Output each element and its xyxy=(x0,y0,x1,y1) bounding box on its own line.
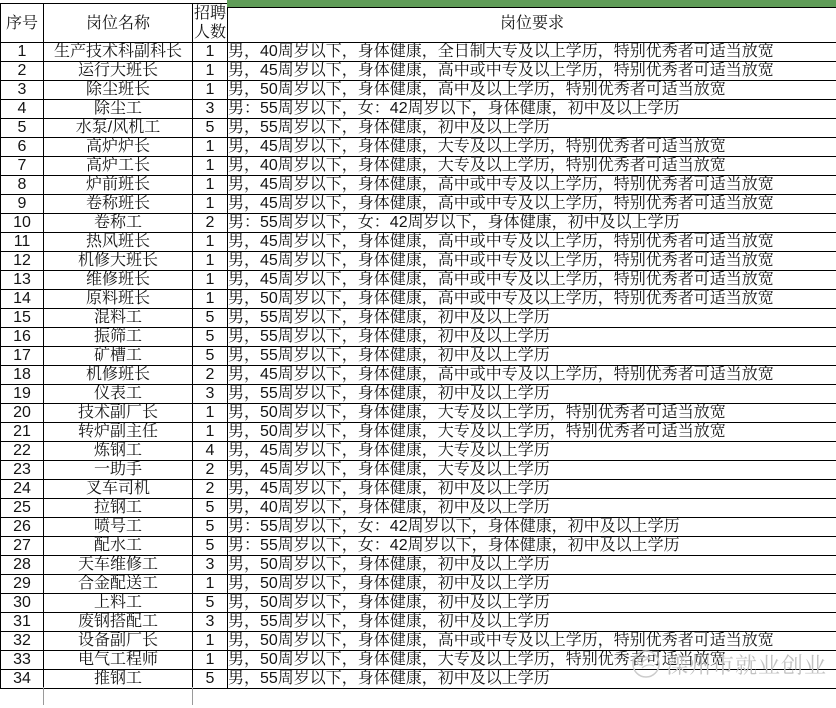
cell-position: 卷称班长 xyxy=(44,195,193,214)
cell-requirements: 男，40周岁以下，身体健康，全日制大专及以上学历，特别优秀者可适当放宽 xyxy=(228,43,836,62)
cell-position: 维修班长 xyxy=(44,271,193,290)
cell-index: 23 xyxy=(1,461,44,480)
cell-position: 卷称工 xyxy=(44,214,193,233)
cell-position: 炉前班长 xyxy=(44,176,193,195)
cell-headcount: 3 xyxy=(193,385,228,404)
cell-requirements: 男：55周岁以下，女：42周岁以下，身体健康，初中及以上学历 xyxy=(228,518,836,537)
col-header-headcount: 招聘人数 xyxy=(194,5,227,42)
table-row xyxy=(1,214,836,233)
cell-requirements: 男，55周岁以下，身体健康，初中及以上学历 xyxy=(228,670,836,689)
cell-index: 17 xyxy=(1,347,44,366)
cell-requirements: 男，45周岁以下，身体健康，初中及以上学历 xyxy=(228,480,836,499)
cell-requirements: 男，55周岁以下，身体健康，初中及以上学历 xyxy=(228,119,836,138)
cell-position: 水泵/风机工 xyxy=(44,119,193,138)
cell-headcount: 5 xyxy=(193,537,228,556)
cell-requirements: 男，50周岁以下，身体健康，初中及以上学历 xyxy=(228,556,836,575)
green-top-bar xyxy=(227,0,836,8)
cell-requirements: 男，55周岁以下，身体健康，初中及以上学历 xyxy=(228,385,836,404)
job-positions-table xyxy=(0,3,836,689)
table-row xyxy=(1,632,836,651)
cell-requirements: 男，45周岁以下，身体健康，高中或中专及以上学历，特别优秀者可适当放宽 xyxy=(228,195,836,214)
col-header-index: 序号 xyxy=(1,4,44,43)
cell-requirements: 男，50周岁以下，身体健康，高中或中专及以上学历，特别优秀者可适当放宽 xyxy=(228,290,836,309)
cell-headcount: 1 xyxy=(193,233,228,252)
cell-requirements: 男，55周岁以下，身体健康，初中及以上学历 xyxy=(228,613,836,632)
cell-position: 拉钢工 xyxy=(44,499,193,518)
table-row xyxy=(1,423,836,442)
cell-headcount: 5 xyxy=(193,594,228,613)
cell-requirements: 男，45周岁以下，身体健康，高中或中专及以上学历，特别优秀者可适当放宽 xyxy=(228,252,836,271)
cell-position: 合金配送工 xyxy=(44,575,193,594)
table-row xyxy=(1,499,836,518)
cell-headcount: 1 xyxy=(193,271,228,290)
cell-index: 19 xyxy=(1,385,44,404)
table-row xyxy=(1,518,836,537)
table-row xyxy=(1,575,836,594)
table-row xyxy=(1,594,836,613)
cell-position: 推钢工 xyxy=(44,670,193,689)
cell-headcount: 3 xyxy=(193,613,228,632)
table-row xyxy=(1,328,836,347)
cell-index: 14 xyxy=(1,290,44,309)
cell-headcount: 3 xyxy=(193,100,228,119)
cell-position: 振筛工 xyxy=(44,328,193,347)
cell-requirements: 男：55周岁以下，女：42周岁以下，身体健康，初中及以上学历 xyxy=(228,214,836,233)
table-row xyxy=(1,651,836,670)
cell-position: 配水工 xyxy=(44,537,193,556)
cell-headcount: 5 xyxy=(193,119,228,138)
cell-position: 上料工 xyxy=(44,594,193,613)
cell-position: 生产技术科副科长 xyxy=(44,43,193,62)
cell-requirements: 男，45周岁以下，身体健康，高中或中专及以上学历，特别优秀者可适当放宽 xyxy=(228,366,836,385)
table-row xyxy=(1,100,836,119)
table-row xyxy=(1,556,836,575)
cell-position: 电气工程师 xyxy=(44,651,193,670)
gridline-tail-right xyxy=(192,687,193,705)
cell-requirements: 男，50周岁以下，身体健康，初中及以上学历 xyxy=(228,575,836,594)
cell-position: 除尘工 xyxy=(44,100,193,119)
cell-requirements: 男，55周岁以下，身体健康，初中及以上学历 xyxy=(228,309,836,328)
header-row xyxy=(1,4,836,43)
cell-requirements: 男，50周岁以下，身体健康，初中及以上学历 xyxy=(228,594,836,613)
cell-index: 32 xyxy=(1,632,44,651)
table-row xyxy=(1,309,836,328)
cell-headcount: 2 xyxy=(193,480,228,499)
cell-index: 2 xyxy=(1,62,44,81)
cell-headcount: 5 xyxy=(193,347,228,366)
cell-headcount: 5 xyxy=(193,670,228,689)
table-row xyxy=(1,404,836,423)
cell-index: 22 xyxy=(1,442,44,461)
table-row xyxy=(1,385,836,404)
cell-headcount: 1 xyxy=(193,404,228,423)
cell-headcount: 1 xyxy=(193,176,228,195)
cell-headcount: 1 xyxy=(193,423,228,442)
cell-headcount: 1 xyxy=(193,290,228,309)
cell-requirements: 男，45周岁以下，身体健康，高中或中专及以上学历，特别优秀者可适当放宽 xyxy=(228,176,836,195)
cell-position: 废钢搭配工 xyxy=(44,613,193,632)
table-row xyxy=(1,252,836,271)
cell-index: 34 xyxy=(1,670,44,689)
cell-requirements: 男，45周岁以下，身体健康，大专及以上学历 xyxy=(228,442,836,461)
cell-headcount: 2 xyxy=(193,214,228,233)
cell-index: 30 xyxy=(1,594,44,613)
cell-position: 叉车司机 xyxy=(44,480,193,499)
cell-index: 26 xyxy=(1,518,44,537)
cell-headcount: 5 xyxy=(193,518,228,537)
table-row xyxy=(1,233,836,252)
table-row xyxy=(1,157,836,176)
table-row xyxy=(1,347,836,366)
cell-index: 6 xyxy=(1,138,44,157)
cell-position: 转炉副主任 xyxy=(44,423,193,442)
table-row xyxy=(1,613,836,632)
cell-headcount: 1 xyxy=(193,62,228,81)
table-row xyxy=(1,670,836,689)
table-row xyxy=(1,62,836,81)
cell-index: 16 xyxy=(1,328,44,347)
table-body xyxy=(1,43,836,689)
cell-headcount: 2 xyxy=(193,461,228,480)
cell-position: 运行大班长 xyxy=(44,62,193,81)
cell-position: 一助手 xyxy=(44,461,193,480)
cell-headcount: 1 xyxy=(193,81,228,100)
table-row xyxy=(1,271,836,290)
cell-position: 热风班长 xyxy=(44,233,193,252)
cell-index: 29 xyxy=(1,575,44,594)
cell-requirements: 男，45周岁以下，身体健康，高中或中专及以上学历，特别优秀者可适当放宽 xyxy=(228,62,836,81)
table-row xyxy=(1,43,836,62)
cell-headcount: 1 xyxy=(193,252,228,271)
cell-index: 28 xyxy=(1,556,44,575)
table-row xyxy=(1,195,836,214)
col-header-position: 岗位名称 xyxy=(44,4,193,43)
cell-headcount: 1 xyxy=(193,195,228,214)
cell-index: 1 xyxy=(1,43,44,62)
cell-position: 矿槽工 xyxy=(44,347,193,366)
watermark-text: 滦州市就业创业 xyxy=(666,652,828,678)
cell-position: 机修班长 xyxy=(44,366,193,385)
cell-headcount: 1 xyxy=(193,43,228,62)
cell-position: 喷号工 xyxy=(44,518,193,537)
cell-position: 高炉工长 xyxy=(44,157,193,176)
table-row xyxy=(1,442,836,461)
cell-requirements: 男，40周岁以下，身体健康，初中及以上学历 xyxy=(228,499,836,518)
gridline-tail-left xyxy=(43,687,44,705)
cell-requirements: 男，50周岁以下，身体健康，高中及以上学历，特别优秀者可适当放宽 xyxy=(228,81,836,100)
cell-index: 4 xyxy=(1,100,44,119)
col-header-requirements: 岗位要求 xyxy=(228,4,836,43)
cell-index: 10 xyxy=(1,214,44,233)
cell-requirements: 男，40周岁以下，身体健康，大专及以上学历，特别优秀者可适当放宽 xyxy=(228,157,836,176)
cell-requirements: 男，45周岁以下，身体健康，大专及以上学历，特别优秀者可适当放宽 xyxy=(228,138,836,157)
cell-index: 18 xyxy=(1,366,44,385)
cell-requirements: 男，55周岁以下，身体健康，初中及以上学历 xyxy=(228,347,836,366)
cell-requirements: 男，50周岁以下，身体健康，大专及以上学历，特别优秀者可适当放宽 xyxy=(228,404,836,423)
cell-requirements: 男，45周岁以下，身体健康，大专及以上学历 xyxy=(228,461,836,480)
table-row xyxy=(1,537,836,556)
cell-headcount: 1 xyxy=(193,651,228,670)
table-row xyxy=(1,138,836,157)
cell-position: 混料工 xyxy=(44,309,193,328)
cell-index: 27 xyxy=(1,537,44,556)
table-row xyxy=(1,461,836,480)
cell-requirements: 男，50周岁以下，身体健康，大专及以上学历，特别优秀者可适当放宽 xyxy=(228,423,836,442)
table-row xyxy=(1,366,836,385)
cell-index: 12 xyxy=(1,252,44,271)
cell-index: 8 xyxy=(1,176,44,195)
cell-headcount: 5 xyxy=(193,309,228,328)
cell-index: 11 xyxy=(1,233,44,252)
table-row xyxy=(1,119,836,138)
cell-headcount: 1 xyxy=(193,632,228,651)
table-row xyxy=(1,290,836,309)
cell-index: 33 xyxy=(1,651,44,670)
cell-index: 13 xyxy=(1,271,44,290)
cell-requirements: 男，45周岁以下，身体健康，高中或中专及以上学历，特别优秀者可适当放宽 xyxy=(228,271,836,290)
cell-position: 炼钢工 xyxy=(44,442,193,461)
cell-headcount: 5 xyxy=(193,328,228,347)
cell-headcount: 4 xyxy=(193,442,228,461)
cell-requirements: 男：55周岁以下，女：42周岁以下，身体健康，初中及以上学历 xyxy=(228,100,836,119)
cell-index: 9 xyxy=(1,195,44,214)
cell-position: 原料班长 xyxy=(44,290,193,309)
cell-position: 技术副厂长 xyxy=(44,404,193,423)
cell-position: 高炉炉长 xyxy=(44,138,193,157)
cell-index: 7 xyxy=(1,157,44,176)
table-row xyxy=(1,480,836,499)
cell-headcount: 3 xyxy=(193,556,228,575)
cell-index: 31 xyxy=(1,613,44,632)
table-row xyxy=(1,81,836,100)
cell-requirements: 男，50周岁以下，身体健康，高中或中专及以上学历，特别优秀者可适当放宽 xyxy=(228,632,836,651)
cell-index: 21 xyxy=(1,423,44,442)
cell-position: 设备副厂长 xyxy=(44,632,193,651)
cell-position: 除尘班长 xyxy=(44,81,193,100)
cell-requirements: 男，55周岁以下，身体健康，初中及以上学历 xyxy=(228,328,836,347)
cell-position: 机修大班长 xyxy=(44,252,193,271)
cell-headcount: 5 xyxy=(193,499,228,518)
cell-index: 5 xyxy=(1,119,44,138)
cell-index: 3 xyxy=(1,81,44,100)
cell-headcount: 1 xyxy=(193,575,228,594)
cell-headcount: 1 xyxy=(193,157,228,176)
cell-index: 25 xyxy=(1,499,44,518)
cell-index: 20 xyxy=(1,404,44,423)
cell-position: 天车维修工 xyxy=(44,556,193,575)
cell-index: 15 xyxy=(1,309,44,328)
table-row xyxy=(1,176,836,195)
cell-requirements: 男，45周岁以下，身体健康，高中或中专及以上学历，特别优秀者可适当放宽 xyxy=(228,233,836,252)
cell-headcount: 2 xyxy=(193,366,228,385)
cell-requirements: 男，50周岁以下，身体健康，大专及以上学历，特别优秀者可适当放宽 xyxy=(228,651,836,670)
cell-position: 仪表工 xyxy=(44,385,193,404)
cell-index: 24 xyxy=(1,480,44,499)
cell-requirements: 男：55周岁以下，女：42周岁以下，身体健康，初中及以上学历 xyxy=(228,537,836,556)
cell-headcount: 1 xyxy=(193,138,228,157)
